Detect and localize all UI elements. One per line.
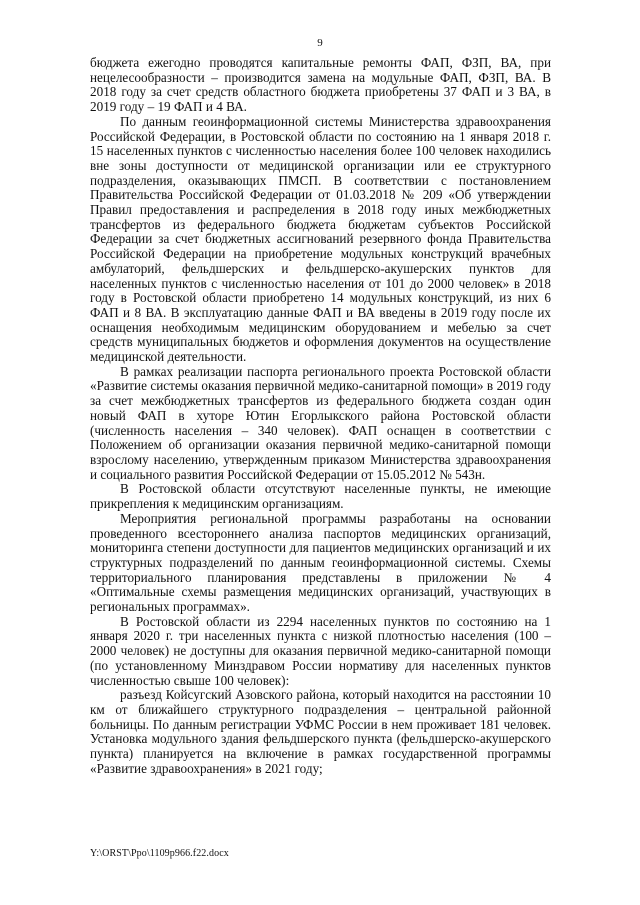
footer-file-path: Y:\ORST\Ppo\1109p966.f22.docx	[90, 848, 229, 859]
body-text	[90, 56, 551, 776]
paragraph-5: Мероприятия региональной программы разработаны на основании проведенного всестороннего анализа паспортов медицинских организаций, мониторинга степени доступности для пациентов медицинских организаций и их структурных подразделений по данным геоинформационной системы. Схемы территориального планирования представлены в приложении № 4 «Оптимальные схемы размещения медицинских организаций, участвующих в региональных программах».	[90, 510, 551, 615]
paragraph-6: В Ростовской области из 2294 населенных пунктов по состоянию на 1 января 2020 г. три населенных пункта с низкой плотностью населения (100 – 2000 человек) не доступны для оказания первичной медико-санитарной помощи (по установленному Минздравом России нормативу для населенных пунктов численностью свыше 100 человек):	[90, 613, 551, 688]
paragraph-1: бюджета ежегодно проводятся капитальные ремонты ФАП, ФЗП, ВА, при нецелесообразности – производится замена на модульные ФАП, ФЗП, ВА. В 2018 году за счет средств областного бюджета приобретены 37 ФАП и 3 ВА, в 2019 году – 19 ФАП и 4 ВА.	[90, 55, 551, 115]
paragraph-4: В Ростовской области отсутствуют населенные пункты, не имеющие прикрепления к медицинским организациям.	[90, 481, 551, 512]
paragraph-3: В рамках реализации паспорта регионального проекта Ростовской области «Развитие системы оказания первичной медико-санитарной помощи» в 2019 году за счет межбюджетных трансфертов из федерального бюджета создан один новый ФАП в хуторе Ютин Егорлыкского района Ростовской области (численность населения – 340 человек). ФАП оснащен в соответствии с Положением об организации оказания первичной медико-санитарной помощи взрослому населению, утвержденным приказом Министерства здравоохранения и социального развития Российской Федерации от 15.05.2012 № 543н.	[90, 363, 551, 482]
paragraph-2: По данным геоинформационной системы Министерства здравоохранения Российской Федерации, в Ростовской области по состоянию на 1 января 2018 г. 15 населенных пунктов с численностью населения более 100 человек находились вне зоны доступности от медицинской организации или ее структурного подразделения, оказывающих ПМСП. В соответствии с постановлением Правительства Российской Федерации от 01.03.2018 № 209 «Об утверждении Правил предоставления и распределения в 2018 году иных межбюджетных трансфертов из федерального бюджета бюджетам субъектов Российской Федерации за счет бюджетных ассигнований резервного фонда Правительства Российской Федерации на приобретение модульных конструкций врачебных амбулаторий, фельдшерских и фельдшерско-акушерских пунктов для населенных пунктов с численностью населения от 101 до 2000 человек» в 2018 году в Ростовской области приобретено 14 модульных конструкций, из них 6 ФАП и 8 ВА. В эксплуатацию данные ФАП и ВА введены в 2019 году после их оснащения необходимым медицинским оборудованием и мебелью за счет средств муниципальных бюджетов и оформления документов на осуществление медицинской деятельности.	[90, 113, 551, 365]
paragraph-7: разъезд Койсугский Азовского района, который находится на расстоянии 10 км от ближайшего структурного подразделения – центральной районной больницы. По данным регистрации УФМС России в нем проживает 181 человек. Установка модульного здания фельдшерского пункта (фельдшерско-акушерского пункта) планируется на включение в рамках государственной программы «Развитие здравоохранения» в 2021 году;	[90, 687, 551, 776]
page-number: 9	[317, 37, 323, 49]
